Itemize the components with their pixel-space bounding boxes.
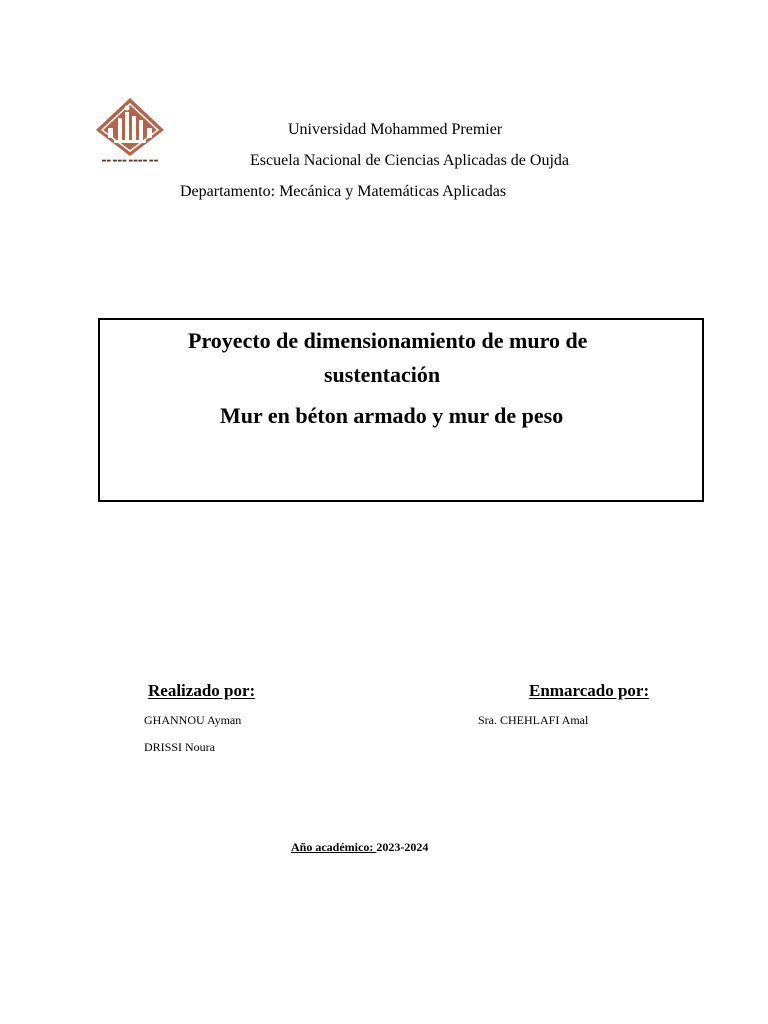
school-name: Escuela Nacional de Ciencias Aplicadas de Oujda	[250, 152, 569, 169]
author-name: GHANNOU Ayman	[144, 713, 242, 727]
academic-year-label: Año académico:	[291, 840, 377, 854]
academic-year	[291, 840, 428, 854]
project-title-line-2: sustentación	[324, 362, 441, 387]
university-name: Universidad Mohammed Premier	[288, 121, 503, 138]
project-title-line-1: Proyecto de dimensionamiento de muro de	[188, 328, 588, 353]
academic-year-value: 2023-2024	[376, 840, 429, 854]
supervisor-name: Sra. CHEHLAFI Amal	[478, 713, 589, 727]
authors-heading: Realizado por:	[148, 681, 256, 700]
supervisor-heading: Enmarcado por:	[529, 681, 650, 700]
project-subtitle: Mur en béton armado y mur de peso	[220, 403, 564, 428]
title-box	[98, 318, 704, 502]
ensa-oujda-logo-icon	[94, 96, 166, 176]
author-name: DRISSI Noura	[144, 740, 215, 754]
department-name: Departamento: Mecánica y Matemáticas Aplicadas	[180, 183, 507, 200]
logo-caption: ▬▬ ▬▬▬ ▬▬▬▬ ▬▬	[101, 158, 159, 164]
